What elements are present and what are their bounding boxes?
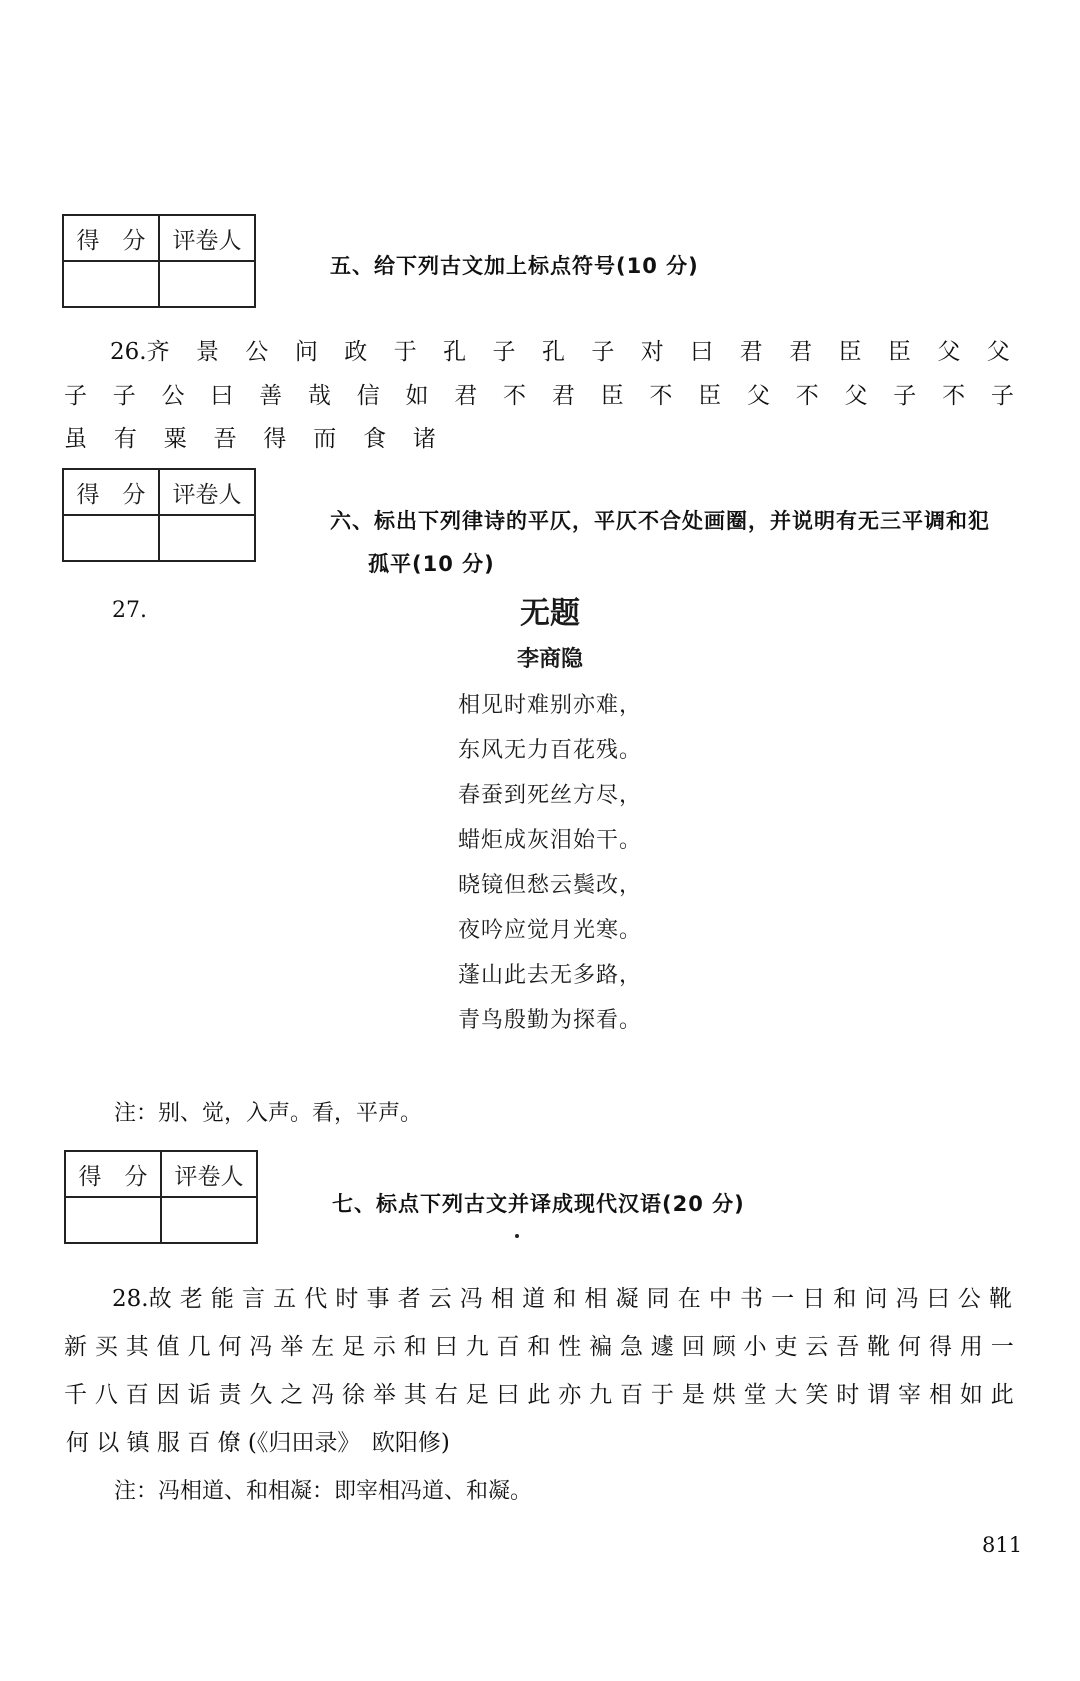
q28-line-4: 何 以 镇 服 百 僚 (《归田录》 欧阳修): [66, 1430, 450, 1456]
text-char: 因: [156, 1382, 180, 1408]
text-char: 能: [210, 1286, 234, 1312]
text-char: 一: [990, 1334, 1014, 1360]
score-box-6: [62, 468, 256, 562]
text-char: 子: [893, 383, 917, 409]
text-char: 此: [527, 1382, 551, 1408]
text-char: 吾: [213, 426, 237, 452]
text-char: 臣: [887, 339, 911, 365]
grader-label: 评卷人: [159, 469, 255, 515]
text-char: 而: [313, 426, 337, 452]
mark-dot: [515, 1234, 519, 1238]
text-char: 得: [263, 426, 287, 452]
text-char: 曰: [210, 383, 234, 409]
text-char: 公: [957, 1286, 981, 1312]
poem-line: 蓬山此去无多路，: [458, 963, 643, 988]
score-box-7: [64, 1150, 258, 1244]
text-char: 其: [125, 1334, 149, 1360]
text-char: 烘: [712, 1382, 736, 1408]
score-label: 得 分: [63, 215, 159, 261]
grader-label: 评卷人: [159, 215, 255, 261]
poem-line: 青鸟殷勤为探看。: [458, 1008, 643, 1033]
text-char: 代: [304, 1286, 328, 1312]
poem-line: 相见时难别亦难，: [458, 693, 643, 718]
score-label: 得 分: [65, 1151, 161, 1197]
text-char: 是: [681, 1382, 705, 1408]
text-char: 右: [434, 1382, 458, 1408]
text-char: 和: [403, 1334, 427, 1360]
text-char: 时: [335, 1286, 359, 1312]
text-char: 相: [928, 1382, 952, 1408]
text-char: 政: [344, 339, 368, 365]
text-char: 中: [708, 1286, 732, 1312]
text-char: 26.齐: [110, 339, 170, 365]
text-char: 褊: [589, 1334, 613, 1360]
text-char: 用: [959, 1334, 983, 1360]
score-label: 得 分: [63, 469, 159, 515]
text-char: 买: [94, 1334, 118, 1360]
text-char: 曰: [434, 1334, 458, 1360]
text-char: 食: [363, 426, 387, 452]
text-char: 九: [465, 1334, 489, 1360]
text-char: 如: [959, 1382, 983, 1408]
q27-number: 27.: [112, 598, 147, 623]
text-char: 百: [496, 1334, 520, 1360]
text-char: 君: [739, 339, 763, 365]
text-char: 问: [294, 339, 318, 365]
text-char: 相: [490, 1286, 514, 1312]
text-char: 公: [245, 339, 269, 365]
text-char: 不: [503, 383, 527, 409]
q26-line-1: [110, 333, 1010, 366]
poem-line: 夜吟应觉月光寒。: [458, 918, 643, 943]
q28-line-3: [64, 1376, 1014, 1409]
text-char: 云: [428, 1286, 452, 1312]
text-char: 父: [746, 383, 770, 409]
text-char: 示: [372, 1334, 396, 1360]
text-char: 父: [844, 383, 868, 409]
text-char: 不: [649, 383, 673, 409]
grader-label: 评卷人: [161, 1151, 257, 1197]
text-char: 君: [551, 383, 575, 409]
text-char: 新: [64, 1334, 87, 1360]
text-char: 百: [620, 1382, 644, 1408]
text-char: 大: [774, 1382, 798, 1408]
text-char: 其: [403, 1382, 427, 1408]
page-number: 811: [982, 1533, 1023, 1557]
text-char: 事: [366, 1286, 390, 1312]
text-char: 子: [492, 339, 516, 365]
text-char: 子: [990, 383, 1014, 409]
text-char: 曰: [926, 1286, 950, 1312]
text-char: 吾: [836, 1334, 860, 1360]
text-char: 值: [156, 1334, 180, 1360]
text-char: 臣: [838, 339, 862, 365]
text-char: 曰: [496, 1382, 520, 1408]
q28-line-1: [112, 1280, 1012, 1313]
text-char: 堂: [743, 1382, 767, 1408]
text-char: 五: [273, 1286, 297, 1312]
text-char: 冯: [459, 1286, 483, 1312]
poem-line: 东风无力百花残。: [458, 738, 643, 763]
text-char: 子: [591, 339, 615, 365]
text-char: 冯: [249, 1334, 273, 1360]
text-char: 信: [356, 383, 380, 409]
text-char: 凝: [615, 1286, 639, 1312]
grader-cell: [161, 1197, 257, 1243]
text-char: 子: [112, 383, 136, 409]
text-char: 孔: [443, 339, 467, 365]
text-char: 百: [125, 1382, 149, 1408]
text-char: 于: [393, 339, 417, 365]
text-char: 曰: [690, 339, 714, 365]
text-char: 急: [620, 1334, 644, 1360]
text-char: 顾: [712, 1334, 736, 1360]
text-char: 一: [771, 1286, 795, 1312]
section5-title: 五、给下列古文加上标点符号(10 分): [330, 254, 699, 278]
text-char: 诸: [412, 426, 436, 452]
score-cell: [65, 1197, 161, 1243]
text-char: 笑: [805, 1382, 829, 1408]
text-char: 冯: [311, 1382, 335, 1408]
text-char: 相: [584, 1286, 608, 1312]
text-char: 八: [94, 1382, 118, 1408]
text-char: 亦: [558, 1382, 582, 1408]
text-char: 宰: [898, 1382, 922, 1408]
text-char: 在: [677, 1286, 701, 1312]
text-char: 和: [527, 1334, 551, 1360]
section7-title: 七、标点下列古文并译成现代汉语(20 分): [332, 1192, 745, 1216]
text-char: 不: [795, 383, 819, 409]
score-cell: [63, 261, 159, 307]
poem-line: 蜡炬成灰泪始干。: [458, 828, 643, 853]
text-char: 道: [522, 1286, 546, 1312]
text-char: 君: [789, 339, 813, 365]
text-char: 同: [646, 1286, 670, 1312]
text-char: 回: [681, 1334, 705, 1360]
text-char: 千: [64, 1382, 87, 1408]
text-char: 善: [259, 383, 283, 409]
text-char: 虽: [64, 426, 87, 452]
text-char: 哉: [307, 383, 331, 409]
text-char: 徐: [342, 1382, 366, 1408]
poem-note: 注：别、觉，入声。看，平声。: [114, 1101, 423, 1126]
text-char: 得: [928, 1334, 952, 1360]
text-char: 臣: [698, 383, 722, 409]
text-char: 之: [280, 1382, 304, 1408]
text-char: 景: [196, 339, 219, 365]
text-char: 老: [179, 1286, 203, 1312]
q28-line-2: [64, 1328, 1014, 1361]
text-char: 诟: [187, 1382, 211, 1408]
text-char: 有: [113, 426, 137, 452]
q26-line-3: [64, 420, 436, 453]
text-char: 性: [558, 1334, 582, 1360]
text-char: 如: [405, 383, 429, 409]
text-char: 靴: [988, 1286, 1012, 1312]
text-char: 子: [64, 383, 87, 409]
text-char: 足: [465, 1382, 489, 1408]
text-char: 君: [454, 383, 478, 409]
text-char: 举: [280, 1334, 304, 1360]
poem-line: 晓镜但愁云鬓改，: [458, 873, 643, 898]
text-char: 举: [372, 1382, 396, 1408]
text-char: 责: [218, 1382, 242, 1408]
text-char: 冯: [895, 1286, 919, 1312]
text-char: 时: [836, 1382, 860, 1408]
text-char: 书: [739, 1286, 763, 1312]
text-char: 言: [241, 1286, 265, 1312]
poem-title: 无题: [520, 596, 580, 631]
text-char: 日: [802, 1286, 826, 1312]
grader-cell: [159, 261, 255, 307]
text-char: 28.故: [112, 1286, 172, 1312]
q26-line-2: [64, 377, 1014, 410]
text-char: 者: [397, 1286, 421, 1312]
text-char: 不: [942, 383, 966, 409]
text-char: 久: [249, 1382, 273, 1408]
text-char: 此: [990, 1382, 1014, 1408]
poem-line: 春蚕到死丝方尽，: [458, 783, 643, 808]
text-char: 靴: [867, 1334, 891, 1360]
text-char: 何: [898, 1334, 922, 1360]
text-char: 左: [311, 1334, 335, 1360]
section6-title-line1: 六、标出下列律诗的平仄，平仄不合处画圈，并说明有无三平调和犯: [330, 509, 990, 533]
text-char: 遽: [650, 1334, 674, 1360]
text-char: 九: [589, 1382, 613, 1408]
text-char: 对: [640, 339, 664, 365]
text-char: 足: [342, 1334, 366, 1360]
grader-cell: [159, 515, 255, 561]
score-cell: [63, 515, 159, 561]
text-char: 问: [864, 1286, 888, 1312]
text-char: 父: [986, 339, 1010, 365]
text-char: 小: [743, 1334, 767, 1360]
text-char: 和: [553, 1286, 577, 1312]
text-char: 云: [805, 1334, 829, 1360]
section6-title-line2: 孤平(10 分): [368, 552, 495, 576]
text-char: 和: [833, 1286, 857, 1312]
poem-author: 李商隐: [516, 647, 583, 672]
text-char: 几: [187, 1334, 211, 1360]
text-char: 谓: [867, 1382, 891, 1408]
score-box-5: [62, 214, 256, 308]
text-char: 公: [161, 383, 185, 409]
text-char: 父: [937, 339, 961, 365]
text-char: 粟: [163, 426, 187, 452]
text-char: 何: [218, 1334, 242, 1360]
text-char: 吏: [774, 1334, 798, 1360]
text-char: 于: [650, 1382, 674, 1408]
text-char: 臣: [600, 383, 624, 409]
q28-note: 注：冯相道、和相凝：即宰相冯道、和凝。: [114, 1479, 533, 1504]
text-char: 孔: [541, 339, 565, 365]
